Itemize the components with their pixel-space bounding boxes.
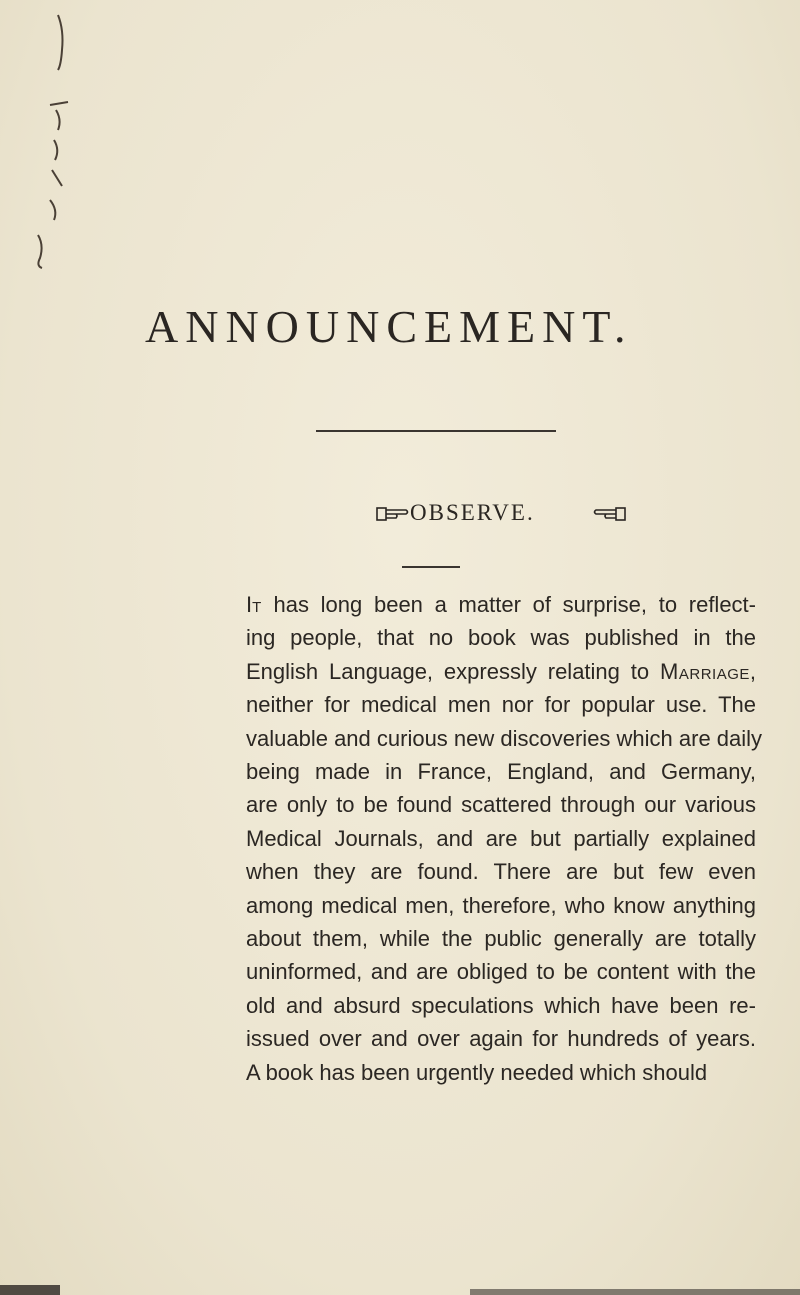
text-run: when they are found. There are but few even: [246, 859, 756, 885]
text-run: being made in France, England, and Germany,: [246, 759, 756, 785]
text-run: valuable and curious new discoveries which are daily: [246, 725, 763, 751]
text-line: [246, 722, 763, 755]
text-line: [246, 588, 756, 621]
page-edge-shadow: [0, 1281, 800, 1295]
text-line: [246, 855, 756, 888]
heading-divider: [402, 566, 460, 568]
margin-handwriting: [28, 10, 78, 270]
text-line: [246, 955, 756, 988]
text-line: [246, 788, 756, 821]
pointing-hand-right-icon: [376, 502, 410, 526]
title-divider: [316, 430, 556, 432]
text-run: has long been a matter of surprise, to reflect-: [261, 592, 756, 617]
text-run: I: [246, 592, 253, 617]
text-run: Medical Journals, and are but partially explained: [246, 825, 756, 851]
text-line: [246, 1056, 756, 1089]
text-run: uninformed, and are obliged to be content with the: [246, 959, 756, 985]
text-run: old and absurd speculations which have been re-: [246, 992, 756, 1018]
pointing-hand-left-icon: [592, 502, 626, 526]
text-run: about them, while the public generally are totally: [246, 926, 756, 952]
text-line: [246, 1022, 756, 1055]
body-paragraph: [246, 588, 763, 1089]
observe-heading: OBSERVE.: [410, 500, 535, 525]
text-line: [246, 889, 756, 922]
text-run: t: [252, 592, 262, 617]
text-line: [246, 688, 756, 721]
text-line: [246, 755, 756, 788]
text-run: English Language, expressly relating to: [246, 658, 661, 684]
text-run: among medical men, therefore, who know anything: [246, 892, 756, 918]
text-run: neither for medical men nor for popular use. The: [246, 692, 756, 718]
text-run: Marriage: [660, 658, 750, 684]
text-run: ing people, that no book was published in the: [246, 625, 756, 651]
text-run: ,: [749, 658, 756, 684]
text-line: [246, 922, 756, 955]
text-run: A book has been urgently needed which should: [246, 1059, 708, 1085]
text-line: [246, 989, 756, 1022]
text-run: issued over and over again for hundreds of years.: [246, 1026, 756, 1052]
text-line: [246, 621, 756, 654]
text-run: are only to be found scattered through our various: [246, 792, 756, 818]
text-line: [246, 822, 756, 855]
text-line: [246, 655, 756, 688]
page-title: ANNOUNCEMENT.: [145, 301, 633, 352]
